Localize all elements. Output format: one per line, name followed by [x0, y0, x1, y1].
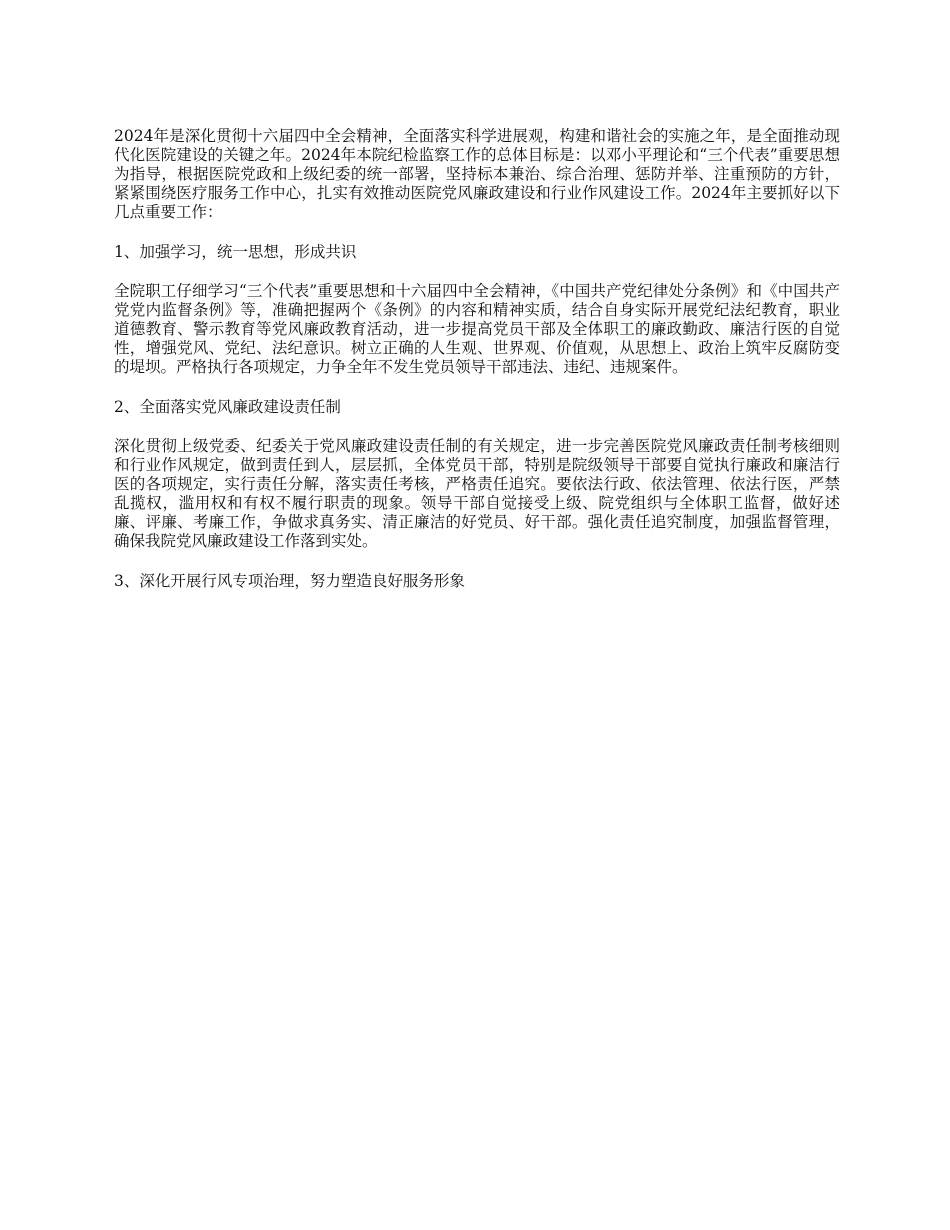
section-2-body: 深化贯彻上级党委、纪委关于党风廉政建设责任制的有关规定，进一步完善医院党风廉政责任制考核细则和行业作风规定，做到责任到人，层层抓，全体党员干部，特别是院级领导干部要自觉执行廉政和廉洁行医的各项规定，实行责任分解，落实责任考核，严格责任追究。要依法行政、依法管理、依法行医，严禁乱揽权，滥用权和有权不履行职责的现象。领导干部自觉接受上级、院党组织与全体职工监督，做好述廉、评廉、考廉工作，争做求真务实、清正廉洁的好党员、好干部。强化责任追究制度，加强监督管理，确保我院党风廉政建设工作落到实处。 [114, 437, 840, 550]
intro-paragraph: 2024年是深化贯彻十六届四中全会精神，全面落实科学进展观，构建和谐社会的实施之年，是全面推动现代化医院建设的关键之年。2024年本院纪检监察工作的总体目标是：以邓小平理论和“三个代表”重要思想为指导，根据医院党政和上级纪委的统一部署，坚持标本兼治、综合治理、惩防并举、注重预防的方针，紧紧围绕医疗服务工作中心，扎实有效推动医院党风廉政建设和行业作风建设工作。2024年主要抓好以下几点重要工作： [114, 127, 840, 221]
section-2-heading: 2、全面落实党风廉政建设责任制 [114, 398, 341, 416]
document-page [114, 127, 840, 611]
section-1-body: 全院职工仔细学习“三个代表”重要思想和十六届四中全会精神，《中国共产党纪律处分条例》和《中国共产党党内监督条例》等，准确把握两个《条例》的内容和精神实质，结合自身实际开展党纪法纪教育，职业道德教育、警示教育等党风廉政教育活动，进一步提高党员干部及全体职工的廉政勤政、廉洁行医的自觉性，增强党风、党纪、法纪意识。树立正确的人生观、世界观、价值观，从思想上、政治上筑牢反腐防变的堤坝。严格执行各项规定，力争全年不发生党员领导干部违法、违纪、违规案件。 [114, 282, 840, 376]
section-1-heading: 1、加强学习，统一思想，形成共识 [114, 243, 357, 261]
section-3-heading: 3、深化开展行风专项治理，努力塑造良好服务形象 [114, 572, 465, 590]
